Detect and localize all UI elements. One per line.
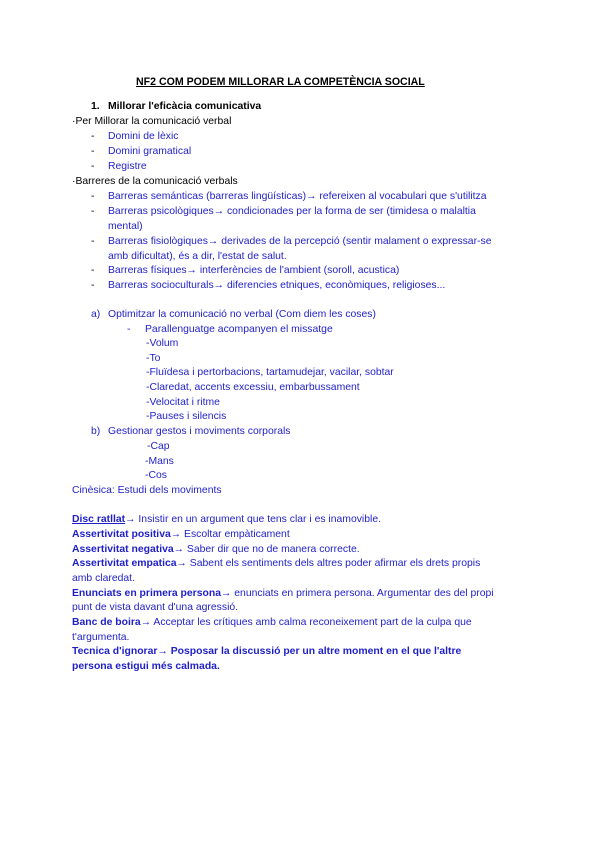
- sublist-marker-a: a): [91, 309, 101, 320]
- page-title: NF2 COM PODEM MILLORAR LA COMPETÈNCIA SOCIAL: [136, 76, 425, 88]
- list-dash: -: [91, 131, 95, 142]
- technique-term: Enunciats en primera persona: [72, 588, 221, 599]
- list-dash: -: [91, 191, 95, 202]
- list-item: Domini de lèxic: [108, 131, 179, 142]
- technique-line: [72, 528, 290, 542]
- technique-term: Disc ratllat: [72, 514, 126, 525]
- technique-definition: → Escoltar empàticament: [170, 529, 290, 540]
- technique-term: Assertivitat empatica: [72, 558, 177, 569]
- list-dash: -: [91, 280, 95, 291]
- list-item: Barreras socioculturals→ diferencies etniques, econòmiques, religioses...: [108, 280, 446, 291]
- technique-definition: → Insistir en un argument que tens clar i es inamovible.: [125, 514, 381, 525]
- list-item: -Cos: [145, 470, 167, 481]
- verbal-intro: ·Per Millorar la comunicació verbal: [72, 116, 232, 127]
- list-dash: -: [91, 146, 95, 157]
- technique-term: Tecnica d'ignorar: [72, 646, 158, 657]
- kinesics-note: Cinèsica: Estudi dels moviments: [72, 485, 222, 496]
- technique-line: [72, 543, 360, 557]
- list-item-continuation: amb dificultat), és a dir, l'estat de salut.: [108, 251, 287, 262]
- technique-definition: → enunciats en primera persona. Argumentar des del propi: [220, 588, 494, 599]
- list-item: Barreras fisiològiques→ derivades de la percepció (sentir malament o expressar-se: [108, 236, 492, 247]
- list-item: -To: [146, 353, 161, 364]
- technique-definition: → Posposar la discussió per un altre moment en el que l'altre: [157, 646, 462, 657]
- list-dash: -: [91, 265, 95, 276]
- technique-continuation: t'argumenta.: [72, 632, 130, 643]
- section-number: 1.: [91, 101, 100, 112]
- list-dash: -: [127, 324, 131, 335]
- technique-term: Banc de boira: [72, 617, 141, 628]
- list-item: Domini gramatical: [108, 146, 192, 157]
- list-item: Registre: [108, 161, 147, 172]
- paralanguage-heading: Parallenguatge acompanyen el missatge: [145, 324, 333, 335]
- list-item: -Velocitat i ritme: [146, 397, 220, 408]
- technique-continuation: punt de vista davant d'una agressió.: [72, 602, 239, 613]
- gestures-heading: Gestionar gestos i moviments corporals: [108, 426, 291, 437]
- list-item: Barreras psicològiques→ condicionades per la forma de ser (timidesa o malaltia: [108, 206, 476, 217]
- technique-term: Assertivitat negativa: [72, 544, 174, 555]
- list-item: -Pauses i silencis: [146, 411, 227, 422]
- list-dash: -: [91, 236, 95, 247]
- list-item: Barreras semánticas (barreras lingüísticas)→ refereixen al vocabulari que s'utilitza: [108, 191, 487, 202]
- list-item: -Volum: [146, 338, 179, 349]
- technique-term: Assertivitat positiva: [72, 529, 171, 540]
- technique-definition: → Saber dir que no de manera correcte.: [173, 544, 360, 555]
- list-dash: -: [91, 206, 95, 217]
- technique-continuation: amb claredat.: [72, 573, 135, 584]
- list-item-continuation: mental): [108, 221, 143, 232]
- section-heading: Millorar l'eficàcia comunicativa: [108, 101, 262, 112]
- list-item: Barreras físiques→ interferències de l'ambient (soroll, acustica): [108, 265, 400, 276]
- technique-line: [72, 513, 381, 527]
- list-item: -Fluïdesa i pertorbacions, tartamudejar, vacilar, sobtar: [146, 367, 394, 378]
- nonverbal-heading: Optimitzar la comunicació no verbal (Com diem les coses): [108, 309, 376, 320]
- list-item: -Cap: [147, 441, 170, 452]
- technique-line: [72, 616, 472, 630]
- technique-line: [72, 557, 480, 571]
- list-item: -Claredat, accents excessiu, embarbussament: [146, 382, 360, 393]
- technique-definition: → Sabent els sentiments dels altres poder afirmar els drets propis: [176, 558, 481, 569]
- technique-line: [72, 645, 461, 659]
- technique-definition: → Acceptar les crítiques amb calma reconeixement part de la culpa que: [140, 617, 472, 628]
- sublist-marker-b: b): [91, 426, 101, 437]
- list-dash: -: [91, 161, 95, 172]
- barriers-intro: ·Barreres de la comunicació verbals: [72, 176, 238, 187]
- technique-line: [72, 587, 494, 601]
- technique-continuation: persona estigui més calmada.: [72, 661, 220, 672]
- list-item: -Mans: [145, 456, 174, 467]
